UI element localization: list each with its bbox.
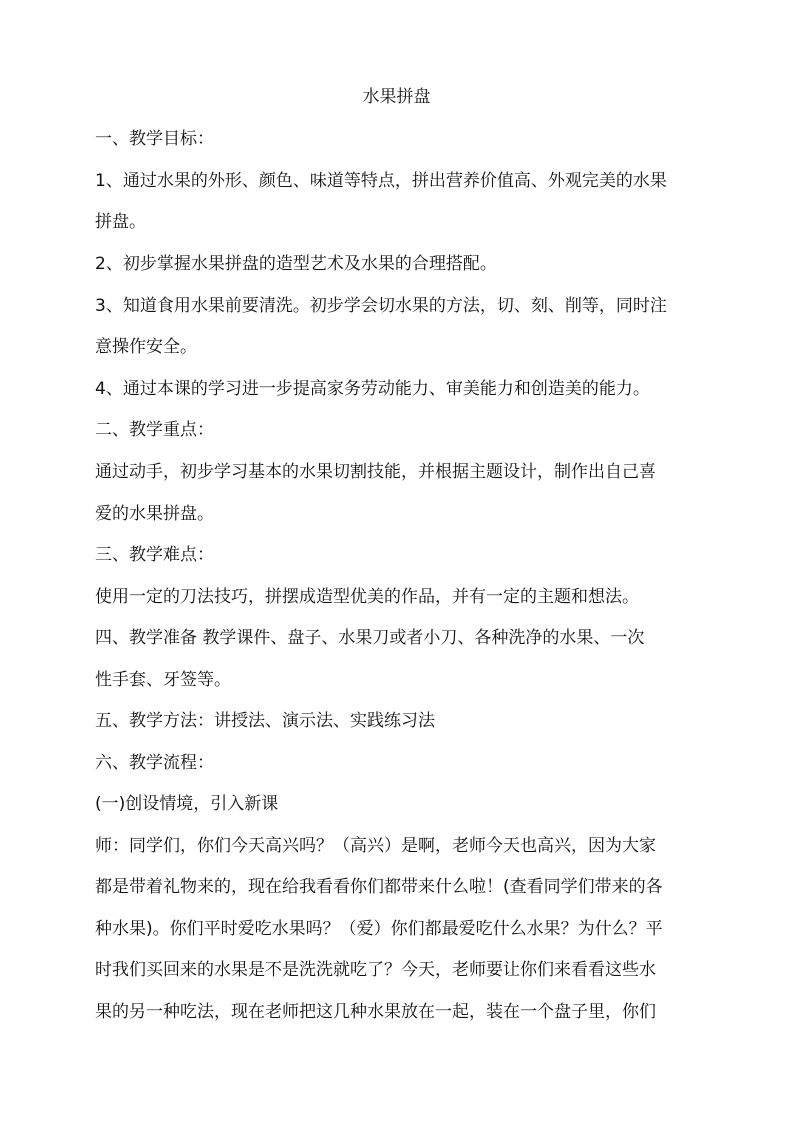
paragraph-line: 种水果)。你们平时爱吃水果吗？（爱）你们都最爱吃什么水果？为什么？平 xyxy=(95,919,663,939)
paragraph-line: 都是带着礼物来的，现在给我看看你们都带来什么啦！(查看同学们带来的各 xyxy=(95,877,663,897)
section-heading-process: 六、教学流程： xyxy=(95,753,214,773)
paragraph-line: 爱的水果拼盘。 xyxy=(95,504,214,524)
section-heading-objectives: 一、教学目标： xyxy=(95,129,214,149)
section-heading-preparation: 四、教学准备 教学课件、盘子、水果刀或者小刀、各种洗净的水果、一次 xyxy=(95,628,645,648)
section-heading-methods: 五、教学方法：讲授法、演示法、实践练习法 xyxy=(95,711,435,731)
paragraph-line: 时我们买回来的水果是不是洗洗就吃了？今天，老师要让你们来看看这些水 xyxy=(95,960,656,980)
paragraph-line: 1、通过水果的外形、颜色、味道等特点，拼出营养价值高、外观完美的水果 xyxy=(95,171,667,191)
paragraph-line: 3、知道食用水果前要清洗。初步学会切水果的方法，切、刻、削等，同时注 xyxy=(95,296,667,316)
subsection-heading: (一)创设情境，引入新课 xyxy=(95,794,279,814)
paragraph-line: 拼盘。 xyxy=(95,212,146,232)
paragraph-line: 2、初步掌握水果拼盘的造型艺术及水果的合理搭配。 xyxy=(95,254,497,274)
paragraph-line: 意操作安全。 xyxy=(95,337,197,357)
paragraph-line: 师：同学们，你们今天高兴吗？（高兴）是啊，老师今天也高兴，因为大家 xyxy=(95,836,656,856)
document-title: 水果拼盘 xyxy=(362,87,431,107)
paragraph-line: 通过动手，初步学习基本的水果切割技能，并根据主题设计，制作出自己喜 xyxy=(95,462,656,482)
section-heading-difficulties: 三、教学难点： xyxy=(95,545,214,565)
paragraph-line: 4、通过本课的学习进一步提高家务劳动能力、审美能力和创造美的能力。 xyxy=(95,379,650,399)
paragraph-line: 性手套、牙签等。 xyxy=(95,670,231,690)
paragraph-line: 使用一定的刀法技巧，拼摆成造型优美的作品，并有一定的主题和想法。 xyxy=(95,587,639,607)
section-heading-key-points: 二、教学重点： xyxy=(95,420,214,440)
paragraph-line: 果的另一种吃法，现在老师把这几种水果放在一起，装在一个盘子里，你们 xyxy=(95,1002,656,1022)
